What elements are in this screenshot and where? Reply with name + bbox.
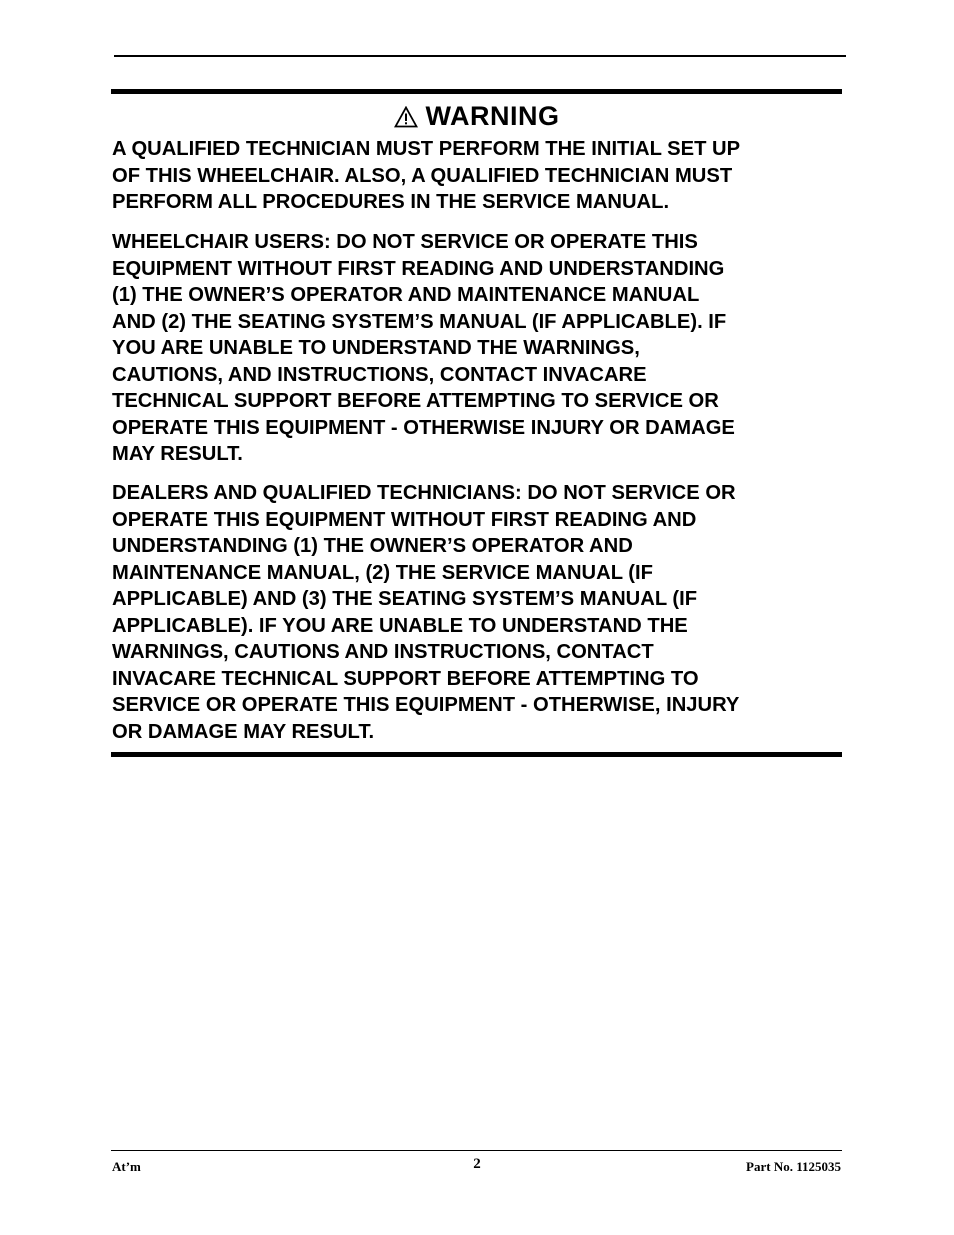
- text-line: APPLICABLE). IF YOU ARE UNABLE TO UNDERSTAND THE: [112, 614, 688, 637]
- warning-paragraph-1: [112, 136, 852, 216]
- footer-product-name: At’m: [112, 1159, 141, 1174]
- text-line: WHEELCHAIR USERS: DO NOT SERVICE OR OPERATE THIS: [112, 231, 698, 253]
- header-rule: [114, 55, 846, 57]
- warning-paragraph-2: [112, 229, 852, 468]
- text-line: SERVICE OR OPERATE THIS EQUIPMENT - OTHERWISE, INJURY: [112, 694, 740, 716]
- text-line: MAY RESULT.: [112, 443, 243, 465]
- text-line: TECHNICAL SUPPORT BEFORE ATTEMPTING TO SERVICE OR: [112, 390, 719, 412]
- text-line: OPERATE THIS EQUIPMENT - OTHERWISE INJURY OR DAMAGE: [112, 416, 735, 439]
- text-line: AND (2) THE SEATING SYSTEM’S MANUAL (IF APPLICABLE). IF: [112, 310, 727, 333]
- text-line: CAUTIONS, AND INSTRUCTIONS, CONTACT INVACARE: [112, 363, 647, 386]
- warning-title: WARNING: [425, 101, 560, 131]
- text-line: YOU ARE UNABLE TO UNDERSTAND THE WARNINGS,: [112, 337, 640, 359]
- footer-rule: [111, 1150, 842, 1151]
- text-line: PERFORM ALL PROCEDURES IN THE SERVICE MANUAL.: [112, 191, 670, 213]
- text-line: WARNINGS, CAUTIONS AND INSTRUCTIONS, CONTACT: [112, 641, 654, 663]
- text-line: OR DAMAGE MAY RESULT.: [112, 720, 375, 743]
- warning-heading: [111, 100, 842, 135]
- footer-page-number: 2: [473, 1156, 481, 1172]
- warning-triangle-icon: [394, 103, 418, 135]
- text-line: EQUIPMENT WITHOUT FIRST READING AND UNDERSTANDING: [112, 257, 725, 280]
- text-line: MAINTENANCE MANUAL, (2) THE SERVICE MANUAL (IF: [112, 561, 653, 584]
- text-line: UNDERSTANDING (1) THE OWNER’S OPERATOR AND: [112, 535, 633, 557]
- text-line: OF THIS WHEELCHAIR. ALSO, A QUALIFIED TECHNICIAN MUST: [112, 164, 733, 187]
- text-line: OPERATE THIS EQUIPMENT WITHOUT FIRST READING AND: [112, 508, 697, 531]
- warning-paragraph-3: [112, 480, 852, 745]
- text-line: APPLICABLE) AND (3) THE SEATING SYSTEM’S MANUAL (IF: [112, 588, 698, 610]
- text-line: DEALERS AND QUALIFIED TECHNICIANS: DO NOT SERVICE OR: [112, 482, 736, 504]
- text-line: (1) THE OWNER’S OPERATOR AND MAINTENANCE MANUAL: [112, 284, 700, 306]
- warning-box: [111, 89, 842, 757]
- text-line: INVACARE TECHNICAL SUPPORT BEFORE ATTEMPTING TO: [112, 667, 699, 690]
- footer-part-number: Part No. 1125035: [746, 1159, 841, 1174]
- text-line: A QUALIFIED TECHNICIAN MUST PERFORM THE INITIAL SET UP: [112, 138, 741, 160]
